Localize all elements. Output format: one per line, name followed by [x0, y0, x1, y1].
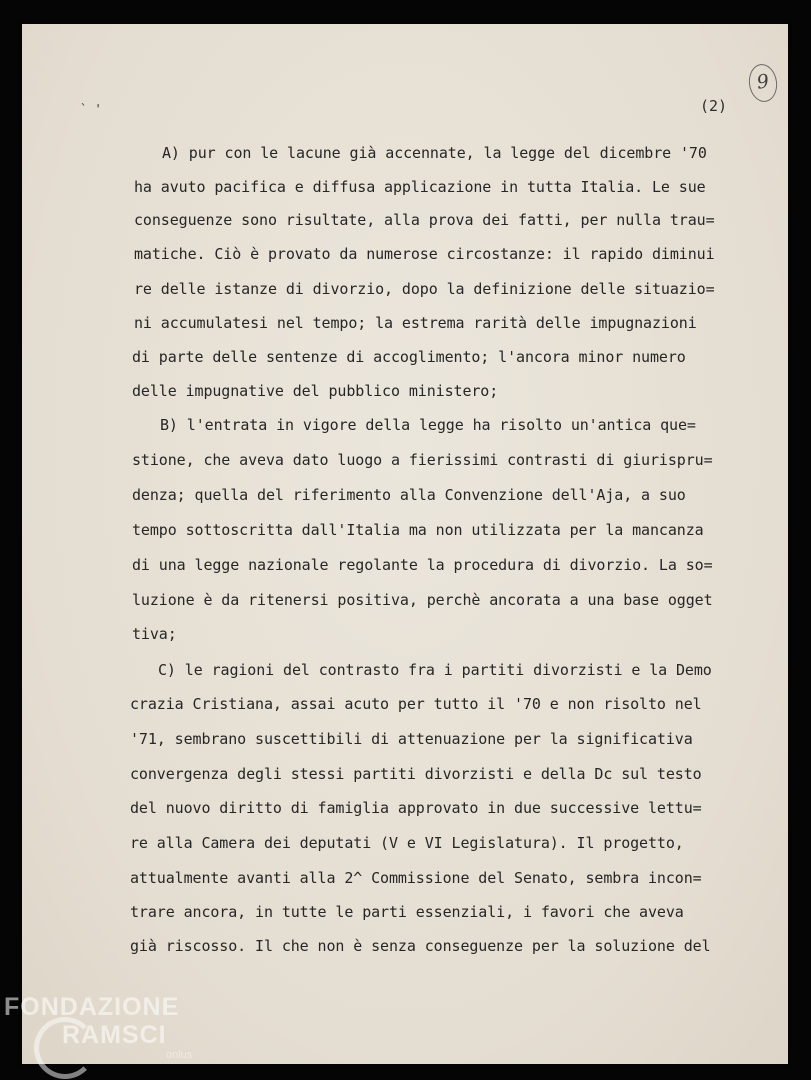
text-line: matiche. Ciò è provato da numerose circostanze: il rapido diminui: [134, 245, 715, 263]
text-line: di parte delle sentenze di accoglimento; l'ancora minor numero: [132, 348, 686, 366]
text-line: tempo sottoscritta dall'Italia ma non utilizzata per la mancanza: [132, 521, 704, 539]
text-line: C) le ragioni del contrasto fra i partiti divorzisti e la Demo: [158, 661, 712, 679]
text-line: delle impugnative del pubblico ministero;: [132, 382, 499, 400]
typewritten-page: [22, 24, 788, 1064]
text-line: del nuovo diritto di famiglia approvato in due successive lettu=: [130, 799, 702, 817]
archive-page-number: 9: [746, 62, 779, 104]
text-line: '71, sembrano suscettibili di attenuazione per la significativa: [130, 730, 693, 748]
watermark-onlus: onlus: [166, 1049, 193, 1061]
text-line: A) pur con le lacune già accennate, la legge del dicembre '70: [162, 144, 707, 162]
text-line: re alla Camera dei deputati (V e VI Legislatura). Il progetto,: [130, 834, 684, 852]
margin-mark: ` ': [80, 102, 102, 116]
fondazione-gramsci-watermark: [4, 993, 193, 1061]
text-line: stione, che aveva dato luogo a fierissimi contrasti di giurispru=: [132, 451, 713, 469]
text-line: denza; quella del riferimento alla Convenzione dell'Aja, a suo: [132, 486, 686, 504]
watermark-title: FONDAZIONE: [4, 993, 180, 1021]
text-line: ni accumulatesi nel tempo; la estrema rarità delle impugnazioni: [134, 314, 697, 332]
text-line: ha avuto pacifica e diffusa applicazione in tutta Italia. Le sue: [134, 178, 706, 196]
text-line: luzione è da ritenersi positiva, perchè ancorata a una base ogget: [132, 591, 713, 609]
text-line: tiva;: [132, 625, 177, 643]
text-line: re delle istanze di divorzio, dopo la definizione delle situazio=: [134, 280, 715, 298]
text-line: crazia Cristiana, assai acuto per tutto il '70 e non risolto nel: [130, 695, 702, 713]
text-line: attualmente avanti alla 2^ Commissione del Senato, sembra incon=: [130, 869, 702, 887]
watermark-g-logo-icon: [34, 1017, 96, 1079]
text-line: convergenza degli stessi partiti divorzisti e della Dc sul testo: [130, 765, 702, 783]
text-line: già riscosso. Il che non è senza conseguenze per la soluzione del: [130, 937, 711, 955]
text-line: B) l'entrata in vigore della legge ha risolto un'antica que=: [160, 416, 696, 434]
text-line: conseguenze sono risultate, alla prova dei fatti, per nulla trau=: [134, 211, 715, 229]
watermark-subtitle: RAMSCI: [62, 1021, 167, 1049]
page-number: (2): [700, 97, 728, 115]
text-line: trare ancora, in tutte le parti essenziali, i favori che aveva: [130, 903, 684, 921]
text-line: di una legge nazionale regolante la procedura di divorzio. La so=: [132, 556, 713, 574]
